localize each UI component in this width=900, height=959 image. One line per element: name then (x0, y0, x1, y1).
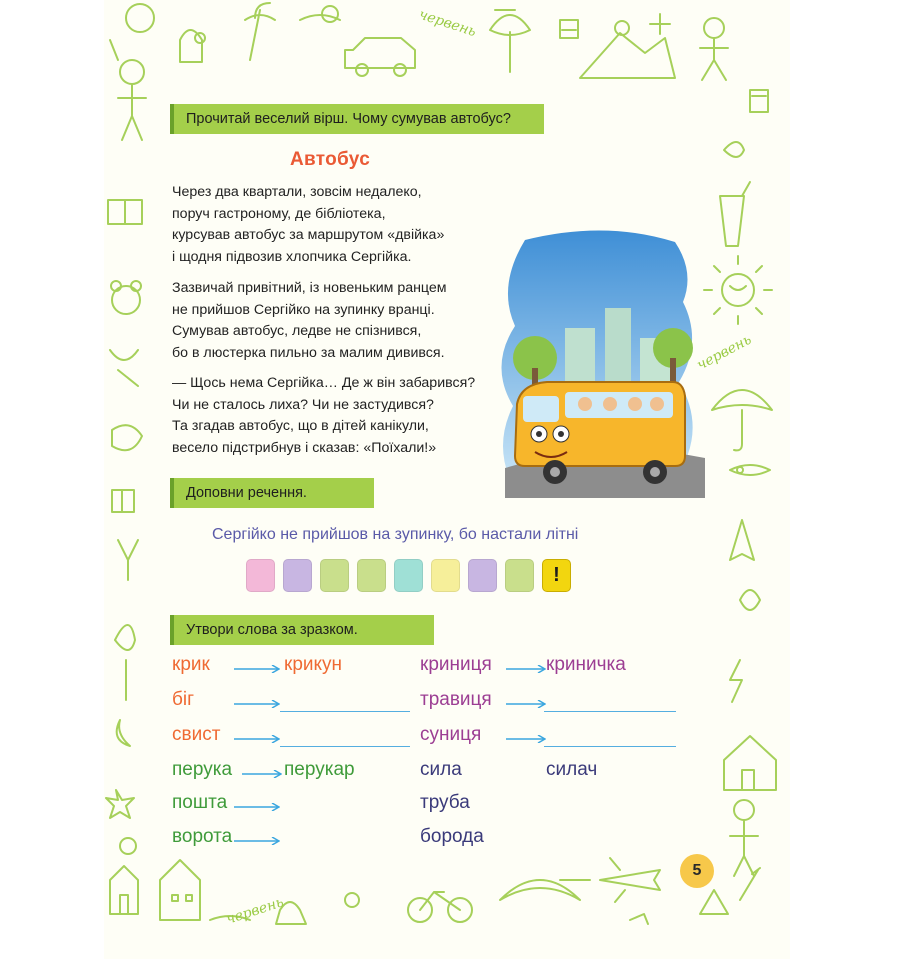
poem-line: і щодня підвозив хлопчика Сергійка. (172, 248, 412, 265)
letter-box[interactable] (468, 559, 497, 592)
poem-line: Чи не сталось лиха? Чи не застудився? (172, 396, 434, 413)
source-word-right: борода (420, 826, 484, 847)
derived-word-right: криничка (546, 654, 626, 675)
right-arrow-icon (234, 665, 280, 673)
poem-line: Через два квартали, зовсім недалеко, (172, 184, 422, 200)
poem-line: Зазвичай привітний, із новеньким ранцем (172, 280, 447, 296)
right-arrow-icon (234, 735, 280, 743)
letter-box[interactable] (357, 559, 386, 592)
poem-line: поруч гастроному, де бібліотека, (172, 205, 386, 222)
letter-box[interactable] (431, 559, 460, 592)
answer-line[interactable] (280, 711, 410, 712)
answer-line[interactable] (544, 746, 676, 747)
word-row (172, 724, 692, 750)
exclamation-box: ! (542, 559, 571, 592)
poem-line: Сумував автобус, ледве не спізнився, (172, 323, 422, 339)
completion-sentence: Сергійко не прийшов на зупинку, бо настали літні (212, 526, 579, 543)
letter-box[interactable] (394, 559, 423, 592)
source-word-right: криниця (420, 654, 492, 675)
right-arrow-icon (234, 700, 280, 708)
poem-line: — Щось нема Сергійка… Де ж він забарився? (172, 375, 476, 391)
right-arrow-icon (506, 700, 546, 708)
right-arrow-icon (506, 665, 546, 673)
poem-line: не прийшов Сергійко на зупинку вранці. (172, 301, 435, 318)
source-word-right: суниця (420, 724, 482, 745)
derived-word-right: силач (546, 759, 598, 780)
source-word-right: сила (420, 759, 462, 780)
word-row (172, 826, 692, 852)
source-word-left: біг (172, 689, 195, 710)
source-word-left: крик (172, 654, 210, 675)
right-arrow-icon (234, 837, 280, 845)
letter-box[interactable] (283, 559, 312, 592)
task1-instruction-banner (170, 104, 544, 134)
month-label-bottom: червень (224, 894, 286, 928)
letter-box[interactable] (320, 559, 349, 592)
poem-stanza-1 (172, 182, 444, 268)
source-word-left: ворота (172, 826, 233, 847)
poem-line: весело підстрибнув і сказав: «Поїхали!» (172, 439, 437, 456)
word-row (172, 792, 692, 818)
source-word-right: труба (420, 792, 470, 813)
word-row (172, 689, 692, 715)
month-label-top: червень (416, 6, 479, 41)
word-row (172, 654, 692, 680)
task3-instruction: Утвори слова за зразком. (186, 622, 358, 638)
page-number: 5 (680, 854, 714, 888)
derived-word-left: крикун (284, 654, 343, 675)
source-word-left: пошта (172, 792, 228, 813)
task3-instruction-banner (170, 615, 434, 645)
letter-box[interactable] (246, 559, 275, 592)
right-arrow-icon (242, 770, 282, 778)
source-word-left: перука (172, 759, 233, 780)
letter-boxes (246, 559, 571, 592)
right-arrow-icon (234, 803, 280, 811)
letter-box[interactable] (505, 559, 534, 592)
poem-title: Автобус (290, 149, 371, 170)
school-bus-illustration (495, 228, 707, 500)
poem-line: бо в люстерка пильно за малим дивився. (172, 344, 445, 361)
word-row (172, 759, 692, 785)
source-word-left: свист (172, 724, 221, 745)
answer-line[interactable] (280, 746, 410, 747)
poem-stanza-2 (172, 278, 447, 364)
task2-instruction-banner (170, 478, 374, 508)
poem-line: Та згадав автобус, що в дітей канікули, (172, 418, 429, 434)
source-word-right: травиця (420, 689, 492, 710)
poem-line: курсував автобус за маршрутом «двійка» (172, 227, 445, 243)
task1-instruction: Прочитай веселий вірш. Чому сумував автобус? (186, 111, 511, 127)
derived-word-left: перукар (284, 759, 355, 780)
poem-stanza-3 (172, 373, 475, 459)
right-arrow-icon (506, 735, 546, 743)
month-label-right: червень (694, 331, 755, 374)
answer-line[interactable] (544, 711, 676, 712)
task2-instruction: Доповни речення. (186, 485, 307, 501)
